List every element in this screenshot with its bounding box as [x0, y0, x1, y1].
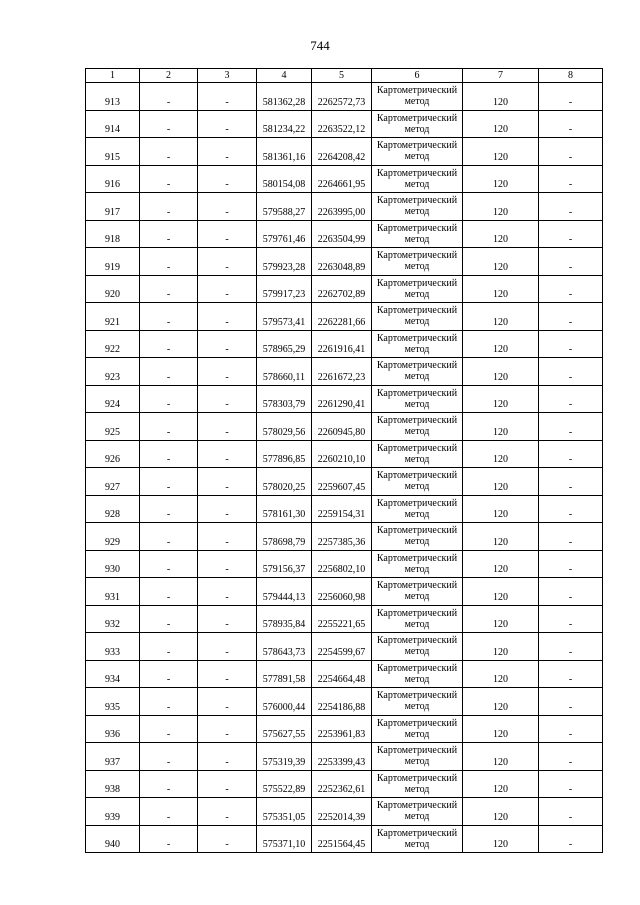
x-coordinate-cell: 578029,56	[257, 413, 312, 441]
column-8-cell: -	[539, 468, 603, 496]
column-3-cell: -	[198, 220, 257, 248]
column-2-cell: -	[140, 330, 198, 358]
column-2-cell: -	[140, 688, 198, 716]
column-2-cell: -	[140, 825, 198, 853]
table-row	[86, 110, 603, 138]
column-8-cell: -	[539, 385, 603, 413]
y-coordinate-cell: 2257385,36	[312, 523, 372, 551]
column-8-cell: -	[539, 413, 603, 441]
x-coordinate-cell: 579761,46	[257, 220, 312, 248]
table-row	[86, 578, 603, 606]
method-cell: Картометрический метод	[372, 770, 463, 798]
column-3-cell: -	[198, 110, 257, 138]
y-coordinate-cell: 2254664,48	[312, 660, 372, 688]
point-number-cell: 937	[86, 743, 140, 771]
column-2-cell: -	[140, 358, 198, 386]
column-8-cell: -	[539, 165, 603, 193]
column-2-cell: -	[140, 138, 198, 166]
column-2-cell: -	[140, 715, 198, 743]
column-header: 7	[463, 69, 539, 83]
page-number: 744	[310, 38, 330, 53]
table-row	[86, 303, 603, 331]
column-3-cell: -	[198, 165, 257, 193]
column-8-cell: -	[539, 715, 603, 743]
point-number-cell: 933	[86, 633, 140, 661]
point-number-cell: 935	[86, 688, 140, 716]
column-7-cell: 120	[463, 660, 539, 688]
method-cell: Картометрический метод	[372, 550, 463, 578]
point-number-cell: 929	[86, 523, 140, 551]
method-cell: Картометрический метод	[372, 220, 463, 248]
x-coordinate-cell: 577891,58	[257, 660, 312, 688]
y-coordinate-cell: 2255221,65	[312, 605, 372, 633]
column-3-cell: -	[198, 385, 257, 413]
x-coordinate-cell: 581362,28	[257, 83, 312, 111]
column-3-cell: -	[198, 550, 257, 578]
column-8-cell: -	[539, 523, 603, 551]
y-coordinate-cell: 2252014,39	[312, 798, 372, 826]
column-8-cell: -	[539, 605, 603, 633]
column-8-cell: -	[539, 138, 603, 166]
column-3-cell: -	[198, 83, 257, 111]
table-row	[86, 275, 603, 303]
column-8-cell: -	[539, 303, 603, 331]
table-row	[86, 825, 603, 853]
method-cell: Картометрический метод	[372, 715, 463, 743]
column-7-cell: 120	[463, 248, 539, 276]
column-7-cell: 120	[463, 798, 539, 826]
y-coordinate-cell: 2263522,12	[312, 110, 372, 138]
column-3-cell: -	[198, 715, 257, 743]
column-7-cell: 120	[463, 468, 539, 496]
point-number-cell: 930	[86, 550, 140, 578]
y-coordinate-cell: 2262572,73	[312, 83, 372, 111]
column-7-cell: 120	[463, 495, 539, 523]
point-number-cell: 927	[86, 468, 140, 496]
method-cell: Картометрический метод	[372, 110, 463, 138]
column-7-cell: 120	[463, 578, 539, 606]
x-coordinate-cell: 576000,44	[257, 688, 312, 716]
column-7-cell: 120	[463, 358, 539, 386]
table-row	[86, 743, 603, 771]
table-row	[86, 688, 603, 716]
x-coordinate-cell: 577896,85	[257, 440, 312, 468]
point-number-cell: 932	[86, 605, 140, 633]
column-3-cell: -	[198, 193, 257, 221]
x-coordinate-cell: 575319,39	[257, 743, 312, 771]
column-8-cell: -	[539, 633, 603, 661]
column-3-cell: -	[198, 660, 257, 688]
table-row	[86, 440, 603, 468]
point-number-cell: 915	[86, 138, 140, 166]
method-cell: Картометрический метод	[372, 413, 463, 441]
table-row	[86, 330, 603, 358]
method-cell: Картометрический метод	[372, 468, 463, 496]
point-number-cell: 925	[86, 413, 140, 441]
y-coordinate-cell: 2256802,10	[312, 550, 372, 578]
column-2-cell: -	[140, 495, 198, 523]
column-header: 2	[140, 69, 198, 83]
x-coordinate-cell: 575351,05	[257, 798, 312, 826]
y-coordinate-cell: 2260210,10	[312, 440, 372, 468]
column-8-cell: -	[539, 275, 603, 303]
x-coordinate-cell: 578020,25	[257, 468, 312, 496]
method-cell: Картометрический метод	[372, 743, 463, 771]
y-coordinate-cell: 2256060,98	[312, 578, 372, 606]
column-8-cell: -	[539, 220, 603, 248]
column-2-cell: -	[140, 660, 198, 688]
x-coordinate-cell: 579444,13	[257, 578, 312, 606]
x-coordinate-cell: 581361,16	[257, 138, 312, 166]
y-coordinate-cell: 2254186,88	[312, 688, 372, 716]
column-7-cell: 120	[463, 523, 539, 551]
table-row	[86, 468, 603, 496]
column-header: 3	[198, 69, 257, 83]
column-header: 4	[257, 69, 312, 83]
point-number-cell: 939	[86, 798, 140, 826]
table-row	[86, 165, 603, 193]
method-cell: Картометрический метод	[372, 440, 463, 468]
table-header	[86, 69, 603, 83]
table-row	[86, 413, 603, 441]
column-7-cell: 120	[463, 743, 539, 771]
column-8-cell: -	[539, 495, 603, 523]
column-2-cell: -	[140, 220, 198, 248]
point-number-cell: 914	[86, 110, 140, 138]
column-3-cell: -	[198, 138, 257, 166]
column-7-cell: 120	[463, 385, 539, 413]
x-coordinate-cell: 578698,79	[257, 523, 312, 551]
column-8-cell: -	[539, 550, 603, 578]
y-coordinate-cell: 2253399,43	[312, 743, 372, 771]
x-coordinate-cell: 579923,28	[257, 248, 312, 276]
y-coordinate-cell: 2261672,23	[312, 358, 372, 386]
y-coordinate-cell: 2263048,89	[312, 248, 372, 276]
column-2-cell: -	[140, 275, 198, 303]
column-7-cell: 120	[463, 825, 539, 853]
column-8-cell: -	[539, 798, 603, 826]
column-3-cell: -	[198, 468, 257, 496]
column-2-cell: -	[140, 578, 198, 606]
method-cell: Картометрический метод	[372, 578, 463, 606]
x-coordinate-cell: 581234,22	[257, 110, 312, 138]
y-coordinate-cell: 2261290,41	[312, 385, 372, 413]
x-coordinate-cell: 578935,84	[257, 605, 312, 633]
column-8-cell: -	[539, 83, 603, 111]
column-7-cell: 120	[463, 413, 539, 441]
method-cell: Картометрический метод	[372, 523, 463, 551]
column-3-cell: -	[198, 688, 257, 716]
point-number-cell: 913	[86, 83, 140, 111]
column-header: 1	[86, 69, 140, 83]
column-7-cell: 120	[463, 330, 539, 358]
table-body	[86, 83, 603, 853]
method-cell: Картометрический метод	[372, 633, 463, 661]
x-coordinate-cell: 578161,30	[257, 495, 312, 523]
x-coordinate-cell: 579156,37	[257, 550, 312, 578]
column-8-cell: -	[539, 743, 603, 771]
x-coordinate-cell: 578965,29	[257, 330, 312, 358]
column-2-cell: -	[140, 743, 198, 771]
point-number-cell: 923	[86, 358, 140, 386]
column-7-cell: 120	[463, 220, 539, 248]
y-coordinate-cell: 2260945,80	[312, 413, 372, 441]
table-row	[86, 770, 603, 798]
column-7-cell: 120	[463, 633, 539, 661]
method-cell: Картометрический метод	[372, 660, 463, 688]
table-row	[86, 220, 603, 248]
column-8-cell: -	[539, 660, 603, 688]
point-number-cell: 940	[86, 825, 140, 853]
table-row	[86, 248, 603, 276]
y-coordinate-cell: 2261916,41	[312, 330, 372, 358]
point-number-cell: 918	[86, 220, 140, 248]
point-number-cell: 938	[86, 770, 140, 798]
column-3-cell: -	[198, 330, 257, 358]
header-row	[86, 69, 603, 83]
method-cell: Картометрический метод	[372, 248, 463, 276]
table-row	[86, 550, 603, 578]
column-2-cell: -	[140, 605, 198, 633]
column-7-cell: 120	[463, 605, 539, 633]
column-8-cell: -	[539, 110, 603, 138]
x-coordinate-cell: 578643,73	[257, 633, 312, 661]
column-7-cell: 120	[463, 138, 539, 166]
y-coordinate-cell: 2254599,67	[312, 633, 372, 661]
x-coordinate-cell: 578303,79	[257, 385, 312, 413]
table-row	[86, 715, 603, 743]
point-number-cell: 934	[86, 660, 140, 688]
column-7-cell: 120	[463, 688, 539, 716]
column-3-cell: -	[198, 523, 257, 551]
method-cell: Картометрический метод	[372, 303, 463, 331]
y-coordinate-cell: 2259154,31	[312, 495, 372, 523]
column-7-cell: 120	[463, 440, 539, 468]
column-2-cell: -	[140, 83, 198, 111]
column-7-cell: 120	[463, 275, 539, 303]
method-cell: Картометрический метод	[372, 83, 463, 111]
column-2-cell: -	[140, 770, 198, 798]
column-7-cell: 120	[463, 83, 539, 111]
table-row	[86, 138, 603, 166]
table-row	[86, 193, 603, 221]
column-2-cell: -	[140, 303, 198, 331]
method-cell: Картометрический метод	[372, 193, 463, 221]
column-2-cell: -	[140, 633, 198, 661]
y-coordinate-cell: 2264661,95	[312, 165, 372, 193]
column-7-cell: 120	[463, 165, 539, 193]
column-2-cell: -	[140, 193, 198, 221]
column-7-cell: 120	[463, 715, 539, 743]
column-3-cell: -	[198, 248, 257, 276]
column-8-cell: -	[539, 193, 603, 221]
y-coordinate-cell: 2259607,45	[312, 468, 372, 496]
y-coordinate-cell: 2262702,89	[312, 275, 372, 303]
y-coordinate-cell: 2253961,83	[312, 715, 372, 743]
point-number-cell: 928	[86, 495, 140, 523]
method-cell: Картометрический метод	[372, 798, 463, 826]
column-3-cell: -	[198, 770, 257, 798]
y-coordinate-cell: 2251564,45	[312, 825, 372, 853]
y-coordinate-cell: 2264208,42	[312, 138, 372, 166]
x-coordinate-cell: 575371,10	[257, 825, 312, 853]
x-coordinate-cell: 575627,55	[257, 715, 312, 743]
point-number-cell: 916	[86, 165, 140, 193]
method-cell: Картометрический метод	[372, 688, 463, 716]
column-8-cell: -	[539, 330, 603, 358]
point-number-cell: 922	[86, 330, 140, 358]
column-2-cell: -	[140, 798, 198, 826]
column-header: 8	[539, 69, 603, 83]
x-coordinate-cell: 579573,41	[257, 303, 312, 331]
table-row	[86, 798, 603, 826]
column-3-cell: -	[198, 605, 257, 633]
column-header: 5	[312, 69, 372, 83]
column-8-cell: -	[539, 358, 603, 386]
point-number-cell: 919	[86, 248, 140, 276]
x-coordinate-cell: 579917,23	[257, 275, 312, 303]
x-coordinate-cell: 579588,27	[257, 193, 312, 221]
y-coordinate-cell: 2252362,61	[312, 770, 372, 798]
x-coordinate-cell: 575522,89	[257, 770, 312, 798]
column-7-cell: 120	[463, 770, 539, 798]
y-coordinate-cell: 2263504,99	[312, 220, 372, 248]
column-header: 6	[372, 69, 463, 83]
column-7-cell: 120	[463, 550, 539, 578]
y-coordinate-cell: 2262281,66	[312, 303, 372, 331]
table-row	[86, 523, 603, 551]
column-3-cell: -	[198, 578, 257, 606]
column-8-cell: -	[539, 825, 603, 853]
table-row	[86, 83, 603, 111]
column-3-cell: -	[198, 825, 257, 853]
column-3-cell: -	[198, 440, 257, 468]
column-3-cell: -	[198, 275, 257, 303]
table-row	[86, 385, 603, 413]
column-3-cell: -	[198, 495, 257, 523]
method-cell: Картометрический метод	[372, 495, 463, 523]
column-7-cell: 120	[463, 193, 539, 221]
column-8-cell: -	[539, 578, 603, 606]
column-7-cell: 120	[463, 110, 539, 138]
column-3-cell: -	[198, 413, 257, 441]
method-cell: Картометрический метод	[372, 825, 463, 853]
coordinates-table	[85, 68, 603, 853]
table-row	[86, 495, 603, 523]
column-7-cell: 120	[463, 303, 539, 331]
column-3-cell: -	[198, 633, 257, 661]
table-row	[86, 358, 603, 386]
point-number-cell: 920	[86, 275, 140, 303]
column-3-cell: -	[198, 303, 257, 331]
method-cell: Картометрический метод	[372, 605, 463, 633]
column-8-cell: -	[539, 688, 603, 716]
column-2-cell: -	[140, 550, 198, 578]
column-2-cell: -	[140, 413, 198, 441]
x-coordinate-cell: 578660,11	[257, 358, 312, 386]
method-cell: Картометрический метод	[372, 138, 463, 166]
column-2-cell: -	[140, 385, 198, 413]
method-cell: Картометрический метод	[372, 385, 463, 413]
method-cell: Картометрический метод	[372, 165, 463, 193]
column-8-cell: -	[539, 248, 603, 276]
column-2-cell: -	[140, 468, 198, 496]
y-coordinate-cell: 2263995,00	[312, 193, 372, 221]
method-cell: Картометрический метод	[372, 358, 463, 386]
table-row	[86, 660, 603, 688]
x-coordinate-cell: 580154,08	[257, 165, 312, 193]
method-cell: Картометрический метод	[372, 330, 463, 358]
point-number-cell: 936	[86, 715, 140, 743]
point-number-cell: 924	[86, 385, 140, 413]
point-number-cell: 931	[86, 578, 140, 606]
table-row	[86, 633, 603, 661]
column-2-cell: -	[140, 523, 198, 551]
column-2-cell: -	[140, 248, 198, 276]
column-2-cell: -	[140, 440, 198, 468]
column-2-cell: -	[140, 165, 198, 193]
point-number-cell: 926	[86, 440, 140, 468]
table-row	[86, 605, 603, 633]
method-cell: Картометрический метод	[372, 275, 463, 303]
column-8-cell: -	[539, 440, 603, 468]
column-8-cell: -	[539, 770, 603, 798]
point-number-cell: 917	[86, 193, 140, 221]
column-3-cell: -	[198, 798, 257, 826]
point-number-cell: 921	[86, 303, 140, 331]
column-3-cell: -	[198, 743, 257, 771]
column-3-cell: -	[198, 358, 257, 386]
column-2-cell: -	[140, 110, 198, 138]
